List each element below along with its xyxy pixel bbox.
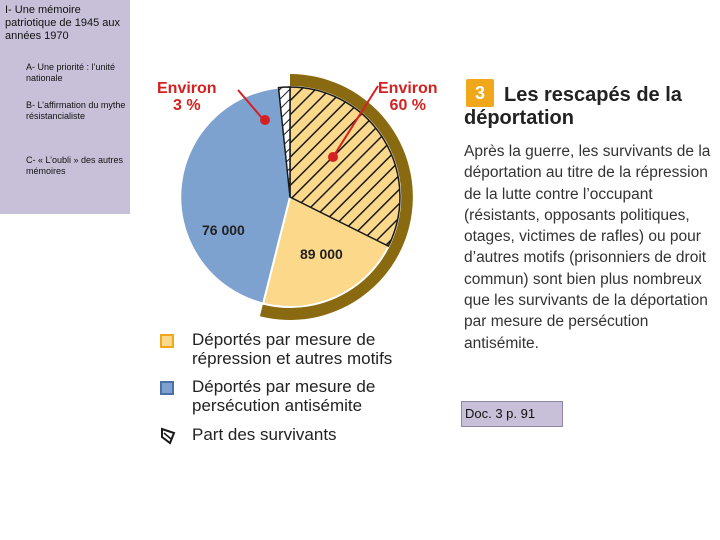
value-persecution: 76 000: [202, 222, 245, 238]
outline-sidebar: [0, 0, 130, 214]
pie-chart: [150, 70, 450, 335]
legend-swatch-blue: [160, 381, 174, 395]
legend-item-survivors: [160, 425, 452, 445]
legend-label-survivors: Part des survivants: [192, 425, 337, 444]
legend-label-repression: Déportés par mesure de répression et autres motifs: [192, 330, 393, 368]
value-repression: 89 000: [300, 246, 343, 262]
doc-number-badge: 3: [466, 79, 494, 107]
legend-item-repression: [160, 330, 452, 368]
hatched-slice-icon: [160, 427, 176, 445]
label-environ-3: Environ 3 %: [157, 80, 217, 114]
doc-title: Les rescapés de la déportation: [464, 84, 682, 129]
legend-swatch-yellow: [160, 334, 174, 348]
outline-section-b: B- L’affirmation du mythe résistancialiste: [26, 100, 126, 121]
legend-item-persecution: [160, 377, 452, 415]
pointer-dot-60: [328, 152, 338, 162]
pointer-dot-3: [260, 115, 270, 125]
legend-label-persecution: Déportés par mesure de persécution antisémite: [192, 377, 376, 415]
outline-section-a: A- Une priorité : l’unité nationale: [26, 62, 116, 83]
doc-reference: Doc. 3 p. 91: [461, 401, 563, 427]
doc-body: Après la guerre, les survivants de la déportation au titre de la répression de la lutte contre l’occupant (résistants, opposants politiques, otages, victimes de rafles) ou pour d’autres motifs (prisonniers de droit commun) sont bien plus nombreux que les survivants de la déportation par mesure de persécution antisémite.: [464, 143, 711, 352]
label-environ-60: Environ 60 %: [378, 80, 438, 114]
outline-title: I- Une mémoire patriotique de 1945 aux années 1970: [5, 4, 120, 42]
outline-section-c: C- « L’oubli » des autres mémoires: [26, 155, 124, 176]
